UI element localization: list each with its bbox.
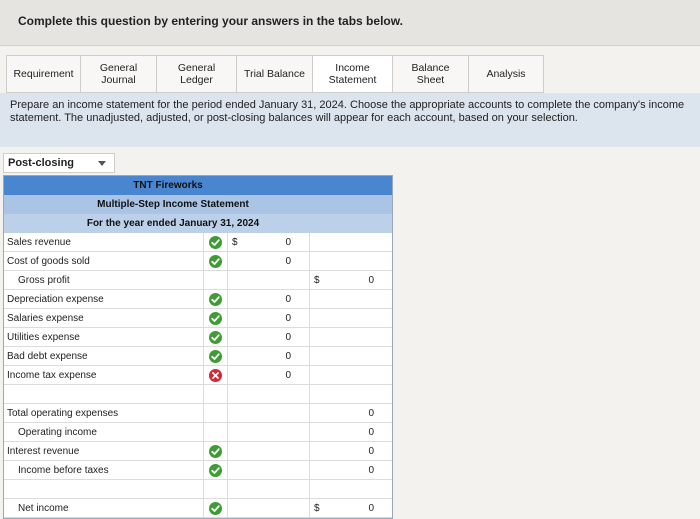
- status-cell: [204, 366, 228, 385]
- dollar-sign: $: [314, 503, 320, 514]
- amount-input-col2[interactable]: [310, 385, 392, 404]
- status-cell: [204, 404, 228, 423]
- amount-input-col1[interactable]: [228, 366, 310, 385]
- statement-row: [4, 423, 392, 442]
- statement-row: [4, 499, 392, 518]
- amount-input-col2[interactable]: [310, 423, 392, 442]
- amount-input-col2[interactable]: [310, 328, 392, 347]
- checkmark-icon: [209, 331, 222, 344]
- dollar-sign: $: [232, 237, 238, 248]
- checkmark-icon: [209, 293, 222, 306]
- statement-row: [4, 328, 392, 347]
- dollar-sign: $: [314, 275, 320, 286]
- account-select[interactable]: [4, 480, 204, 499]
- statement-row: [4, 309, 392, 328]
- amount-input-col1[interactable]: [228, 347, 310, 366]
- amount-input-col2[interactable]: [310, 366, 392, 385]
- amount-value: 0: [285, 237, 291, 248]
- checkmark-icon: [209, 312, 222, 325]
- account-select[interactable]: Bad debt expense: [4, 347, 204, 366]
- amount-input-col1[interactable]: [228, 480, 310, 499]
- tab-general-journal[interactable]: General Journal: [81, 56, 157, 92]
- amount-value: 0: [368, 275, 374, 286]
- amount-value: 0: [285, 332, 291, 343]
- amount-input-col2[interactable]: [310, 442, 392, 461]
- status-cell: [204, 461, 228, 480]
- amount-input-col2[interactable]: [310, 233, 392, 252]
- amount-input-col2[interactable]: [310, 404, 392, 423]
- statement-row: [4, 366, 392, 385]
- status-cell: [204, 233, 228, 252]
- amount-input-col2[interactable]: [310, 290, 392, 309]
- amount-input-col2[interactable]: [310, 480, 392, 499]
- amount-input-col1[interactable]: [228, 385, 310, 404]
- account-select[interactable]: Sales revenue: [4, 233, 204, 252]
- amount-value: 0: [285, 351, 291, 362]
- account-select[interactable]: Gross profit: [4, 271, 204, 290]
- amount-value: 0: [368, 408, 374, 419]
- statement-period: For the year ended January 31, 2024: [4, 214, 392, 233]
- account-select[interactable]: Operating income: [4, 423, 204, 442]
- statement-subtitle: Multiple-Step Income Statement: [4, 195, 392, 214]
- account-select[interactable]: Utilities expense: [4, 328, 204, 347]
- instructions-text: Prepare an income statement for the period ended January 31, 2024. Choose the appropriate accounts to complete the company's income statement. The unadjusted, adjusted, or post-closing balances will appear for each account, based on your selection.: [10, 99, 685, 124]
- amount-input-col1[interactable]: [228, 252, 310, 271]
- checkmark-icon: [209, 502, 222, 515]
- status-cell: [204, 290, 228, 309]
- balance-type-select[interactable]: [3, 153, 115, 173]
- statement-row: [4, 252, 392, 271]
- account-select[interactable]: Income before taxes: [4, 461, 204, 480]
- instructions-panel: [0, 93, 700, 147]
- tab-analysis[interactable]: Analysis: [486, 68, 526, 80]
- amount-input-col2[interactable]: [310, 499, 392, 518]
- statement-row: [4, 461, 392, 480]
- amount-value: 0: [285, 294, 291, 305]
- amount-value: 0: [285, 256, 291, 267]
- account-select[interactable]: Depreciation expense: [4, 290, 204, 309]
- amount-value: 0: [368, 465, 374, 476]
- error-x-icon: [209, 369, 222, 382]
- account-select[interactable]: Income tax expense: [4, 366, 204, 385]
- status-cell: [204, 385, 228, 404]
- statement-row: [4, 290, 392, 309]
- income-statement-table: [3, 175, 393, 519]
- status-cell: [204, 423, 228, 442]
- amount-input-col2[interactable]: [310, 252, 392, 271]
- account-select[interactable]: Cost of goods sold: [4, 252, 204, 271]
- checkmark-icon: [209, 350, 222, 363]
- tab-income-statement[interactable]: Income Statement: [313, 56, 393, 92]
- account-select[interactable]: [4, 385, 204, 404]
- amount-value: 0: [368, 503, 374, 514]
- statement-row: [4, 271, 392, 290]
- statement-row: [4, 233, 392, 252]
- status-cell: [204, 499, 228, 518]
- amount-input-col2[interactable]: [310, 309, 392, 328]
- tab-requirement[interactable]: Requirement: [7, 56, 81, 92]
- status-cell: [204, 347, 228, 366]
- status-cell: [204, 328, 228, 347]
- amount-input-col1[interactable]: [228, 423, 310, 442]
- amount-input-col2[interactable]: [310, 461, 392, 480]
- amount-input-col1[interactable]: [228, 442, 310, 461]
- amount-value: 0: [285, 313, 291, 324]
- amount-input-col2[interactable]: [310, 271, 392, 290]
- statement-row: [4, 480, 392, 499]
- status-cell: [204, 442, 228, 461]
- amount-input-col1[interactable]: [228, 328, 310, 347]
- amount-input-col1[interactable]: [228, 271, 310, 290]
- amount-value: 0: [368, 427, 374, 438]
- account-select[interactable]: Total operating expenses: [4, 404, 204, 423]
- balance-type-value: Post-closing: [8, 157, 75, 169]
- statement-row: [4, 404, 392, 423]
- account-select[interactable]: Salaries expense: [4, 309, 204, 328]
- company-name: TNT Fireworks: [133, 180, 203, 191]
- chevron-down-icon: [98, 161, 106, 166]
- status-cell: [204, 309, 228, 328]
- requirement-tabs: [6, 55, 544, 93]
- checkmark-icon: [209, 255, 222, 268]
- checkmark-icon: [209, 464, 222, 477]
- account-select[interactable]: Net income: [4, 499, 204, 518]
- amount-input-col1[interactable]: [228, 461, 310, 480]
- amount-input-col1[interactable]: [228, 309, 310, 328]
- statement-rows: [4, 233, 392, 518]
- statement-row: [4, 347, 392, 366]
- amount-value: 0: [285, 370, 291, 381]
- question-header: [0, 0, 700, 46]
- checkmark-icon: [209, 236, 222, 249]
- amount-input-col1[interactable]: [228, 499, 310, 518]
- statement-row: [4, 442, 392, 461]
- question-text: Complete this question by entering your answers in the tabs below.: [18, 14, 403, 28]
- statement-row: [4, 385, 392, 404]
- checkmark-icon: [209, 445, 222, 458]
- amount-value: 0: [368, 446, 374, 457]
- amount-input-col1[interactable]: [228, 404, 310, 423]
- amount-input-col1[interactable]: [228, 290, 310, 309]
- tab-balance-sheet[interactable]: Balance Sheet: [393, 56, 469, 92]
- amount-input-col1[interactable]: [228, 233, 310, 252]
- status-cell: [204, 252, 228, 271]
- status-cell: [204, 271, 228, 290]
- amount-input-col2[interactable]: [310, 347, 392, 366]
- statement-header: [4, 176, 392, 233]
- status-cell: [204, 480, 228, 499]
- tab-trial-balance[interactable]: Trial Balance: [237, 56, 313, 92]
- account-select[interactable]: Interest revenue: [4, 442, 204, 461]
- tab-general-ledger[interactable]: General Ledger: [157, 56, 237, 92]
